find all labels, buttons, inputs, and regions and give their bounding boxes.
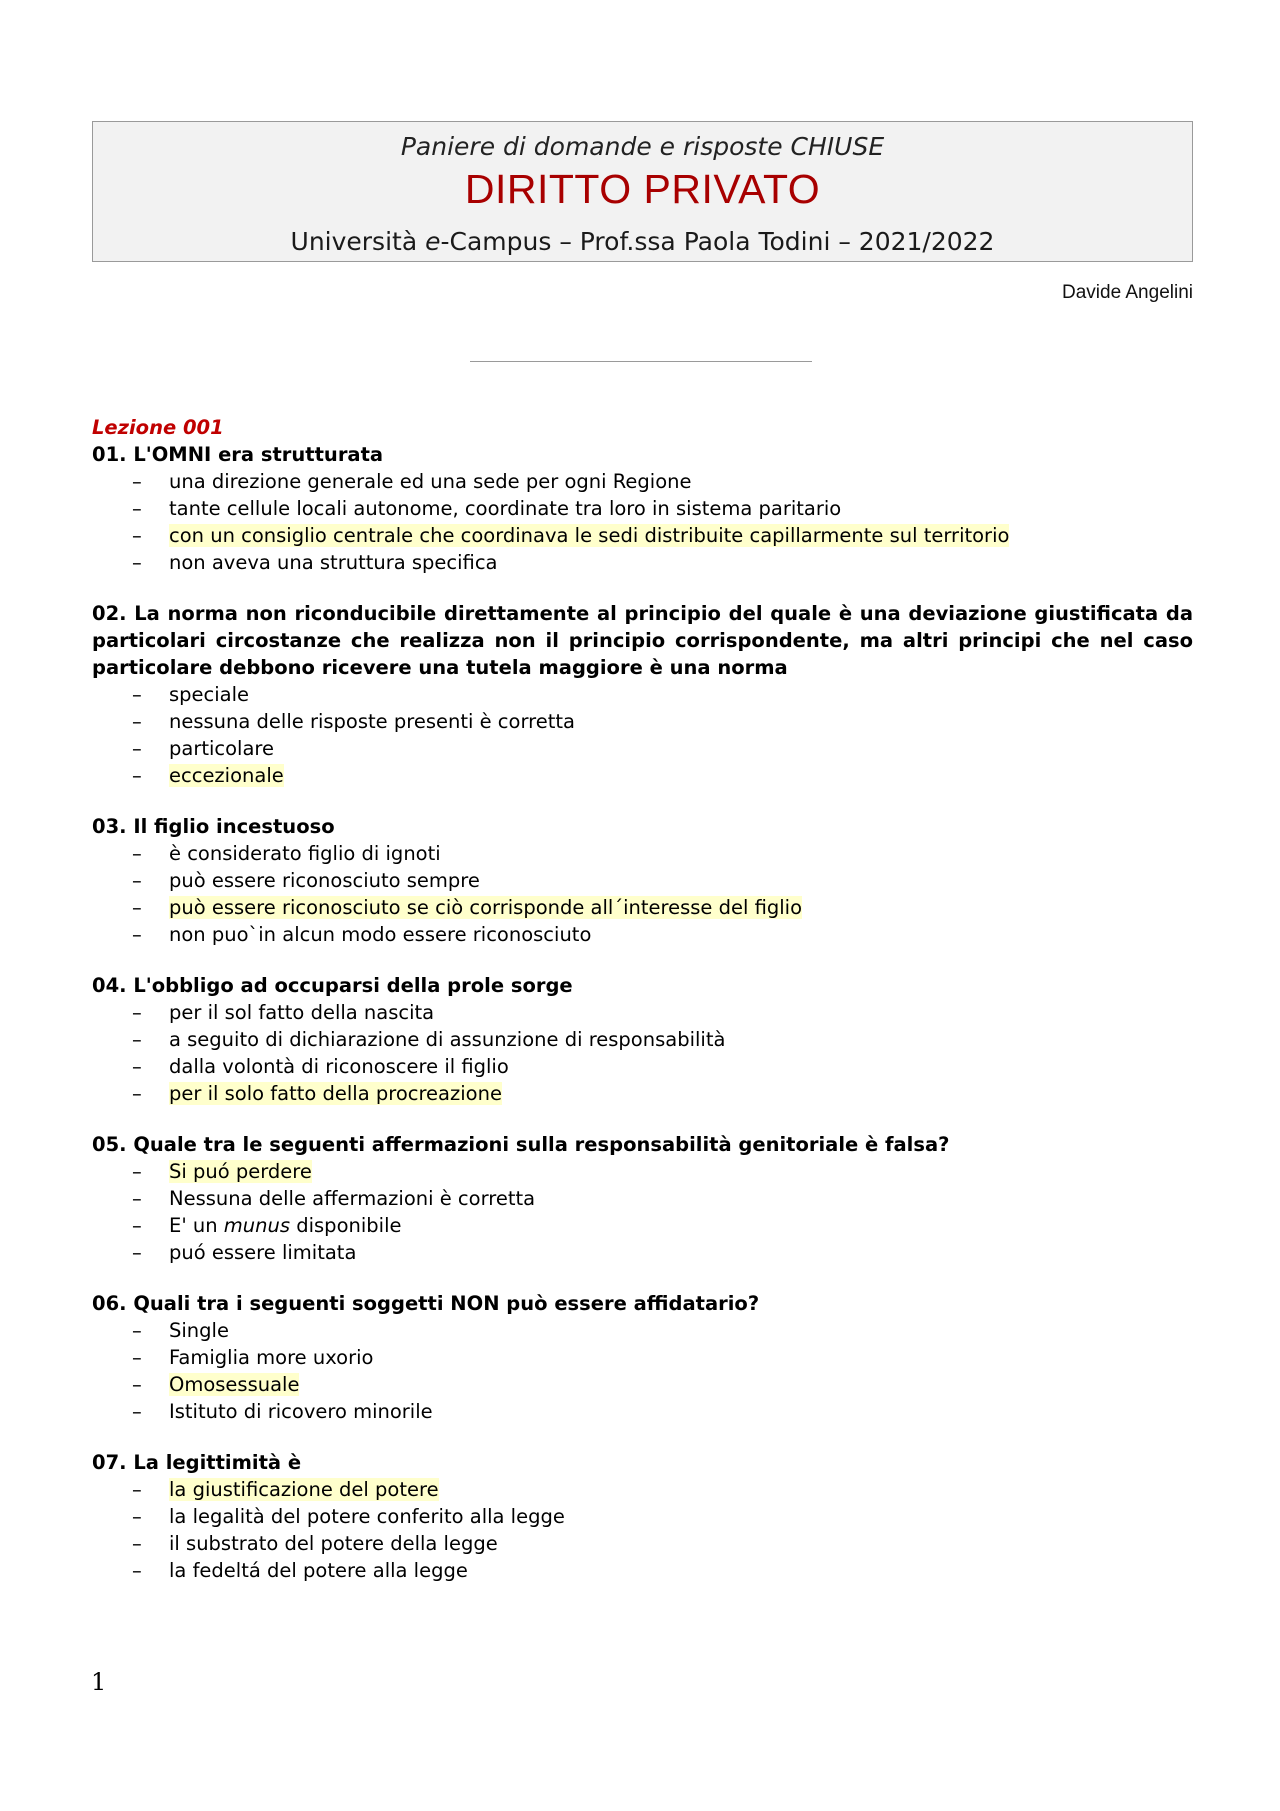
answer-item <box>132 681 1193 708</box>
answer-item <box>132 549 1193 576</box>
answer-text: Si puó perdere <box>169 1160 312 1183</box>
answer-text: Nessuna delle affermazioni è corretta <box>169 1187 536 1210</box>
answer-item <box>132 921 1193 948</box>
italic-term: munus <box>223 1214 291 1237</box>
answer-item-correct <box>132 762 1193 789</box>
answer-item <box>132 735 1193 762</box>
document-title: DIRITTO PRIVATO <box>464 166 821 212</box>
answer-text: è considerato figlio di ignoti <box>169 842 441 865</box>
answer-text: E' un munus disponibile <box>169 1214 402 1237</box>
answer-item <box>132 708 1193 735</box>
answer-text: per il solo fatto della procreazione <box>169 1082 502 1105</box>
answer-list <box>92 999 1193 1107</box>
answer-text: la fedeltá del potere alla legge <box>169 1559 468 1582</box>
question-block <box>92 1131 1193 1266</box>
answer-text: Omosessuale <box>169 1373 300 1396</box>
dash-bullet: – <box>132 1001 142 1024</box>
dash-bullet: – <box>132 1082 142 1105</box>
dash-bullet: – <box>132 524 142 547</box>
answer-list <box>92 681 1193 789</box>
question-block <box>92 972 1193 1107</box>
answer-item <box>132 1503 1193 1530</box>
answer-item <box>132 999 1193 1026</box>
question-title: 07. La legittimità è <box>92 1451 302 1474</box>
dash-bullet: – <box>132 1559 142 1582</box>
questions-content <box>92 414 1193 1584</box>
answer-text: particolare <box>169 737 275 760</box>
answer-item-correct <box>132 894 1193 921</box>
question-title: 03. Il figlio incestuoso <box>92 815 335 838</box>
answer-item <box>132 468 1193 495</box>
answer-item <box>132 1344 1193 1371</box>
answer-text: può essere riconosciuto sempre <box>169 869 480 892</box>
dash-bullet: – <box>132 551 142 574</box>
answer-text: a seguito di dichiarazione di assunzione di responsabilità <box>169 1028 726 1051</box>
answer-item <box>132 1317 1193 1344</box>
document-header <box>92 121 1193 262</box>
answer-item-correct <box>132 1080 1193 1107</box>
dash-bullet: – <box>132 1055 142 1078</box>
question-block <box>92 1290 1193 1425</box>
dash-bullet: – <box>132 683 142 706</box>
question-title: 04. L'obbligo ad occuparsi della prole sorge <box>92 974 573 997</box>
answer-text: non aveva una struttura specifica <box>169 551 498 574</box>
university-prefix: Università <box>290 227 426 256</box>
answer-item <box>132 1053 1193 1080</box>
answer-item <box>132 1557 1193 1584</box>
question-block <box>92 600 1193 789</box>
header-subtitle: Paniere di domande e risposte CHIUSE <box>400 132 885 161</box>
answer-item-correct <box>132 1158 1193 1185</box>
answer-text: puó essere limitata <box>169 1241 357 1264</box>
question-title: 06. Quali tra i seguenti soggetti NON può essere affidatario? <box>92 1292 760 1315</box>
dash-bullet: – <box>132 1241 142 1264</box>
dash-bullet: – <box>132 1319 142 1342</box>
answer-item-correct <box>132 1371 1193 1398</box>
answer-text: non puo`in alcun modo essere riconosciuto <box>169 923 592 946</box>
answer-text: Famiglia more uxorio <box>169 1346 374 1369</box>
author-name: Davide Angelini <box>1062 282 1193 303</box>
answer-text: il substrato del potere della legge <box>169 1532 498 1555</box>
answer-item <box>132 495 1193 522</box>
question-title: 02. La norma non riconducibile direttamente al principio del quale è una deviazione giustificata da particolari circostanze che realizza non il principio corrispondente, ma altri principi che nel caso particolare debbono ricevere una tutela maggiore è una norma <box>92 602 1193 679</box>
answer-list <box>92 1476 1193 1584</box>
answer-text: per il sol fatto della nascita <box>169 1001 435 1024</box>
answer-text: dalla volontà di riconoscere il figlio <box>169 1055 509 1078</box>
dash-bullet: – <box>132 1214 142 1237</box>
answer-text: Single <box>169 1319 229 1342</box>
page-number: 1 <box>91 1668 107 1696</box>
answer-list <box>92 468 1193 576</box>
answer-text: una direzione generale ed una sede per ogni Regione <box>169 470 692 493</box>
dash-bullet: – <box>132 1400 142 1423</box>
separator-line <box>470 361 812 362</box>
answer-text: nessuna delle risposte presenti è corretta <box>169 710 575 733</box>
answer-item <box>132 1026 1193 1053</box>
dash-bullet: – <box>132 1532 142 1555</box>
answer-item <box>132 840 1193 867</box>
question-title: 01. L'OMNI era strutturata <box>92 443 384 466</box>
answer-item <box>132 867 1193 894</box>
answer-item <box>132 1185 1193 1212</box>
answer-text: eccezionale <box>169 764 284 787</box>
answer-item-correct <box>132 1476 1193 1503</box>
dash-bullet: – <box>132 1028 142 1051</box>
answer-item <box>132 1398 1193 1425</box>
question-block <box>92 813 1193 948</box>
question-title: 05. Quale tra le seguenti affermazioni sulla responsabilità genitoriale è falsa? <box>92 1133 950 1156</box>
answer-item <box>132 1530 1193 1557</box>
university-line <box>93 227 1192 256</box>
dash-bullet: – <box>132 869 142 892</box>
dash-bullet: – <box>132 1346 142 1369</box>
answer-list <box>92 1317 1193 1425</box>
answer-item <box>132 1212 1193 1239</box>
dash-bullet: – <box>132 842 142 865</box>
dash-bullet: – <box>132 737 142 760</box>
answer-item-correct <box>132 522 1193 549</box>
university-italic-e: e <box>425 227 441 256</box>
dash-bullet: – <box>132 497 142 520</box>
dash-bullet: – <box>132 896 142 919</box>
dash-bullet: – <box>132 1478 142 1501</box>
question-block <box>92 441 1193 576</box>
dash-bullet: – <box>132 1505 142 1528</box>
dash-bullet: – <box>132 1160 142 1183</box>
answer-text: con un consiglio centrale che coordinava le sedi distribuite capillarmente sul territorio <box>169 524 1010 547</box>
university-suffix: -Campus – Prof.ssa Paola Todini – 2021/2022 <box>440 227 995 256</box>
answer-text: la giustificazione del potere <box>169 1478 439 1501</box>
dash-bullet: – <box>132 923 142 946</box>
lesson-heading: Lezione 001 <box>92 416 224 439</box>
questions-list <box>92 441 1193 1584</box>
answer-list <box>92 840 1193 948</box>
answer-text: può essere riconosciuto se ciò corrisponde all´interesse del figlio <box>169 896 803 919</box>
dash-bullet: – <box>132 1373 142 1396</box>
answer-text: Istituto di ricovero minorile <box>169 1400 433 1423</box>
answer-text: la legalità del potere conferito alla legge <box>169 1505 565 1528</box>
dash-bullet: – <box>132 470 142 493</box>
dash-bullet: – <box>132 1187 142 1210</box>
dash-bullet: – <box>132 710 142 733</box>
question-block <box>92 1449 1193 1584</box>
answer-list <box>92 1158 1193 1266</box>
answer-text: speciale <box>169 683 250 706</box>
dash-bullet: – <box>132 764 142 787</box>
answer-item <box>132 1239 1193 1266</box>
answer-text: tante cellule locali autonome, coordinate tra loro in sistema paritario <box>169 497 842 520</box>
